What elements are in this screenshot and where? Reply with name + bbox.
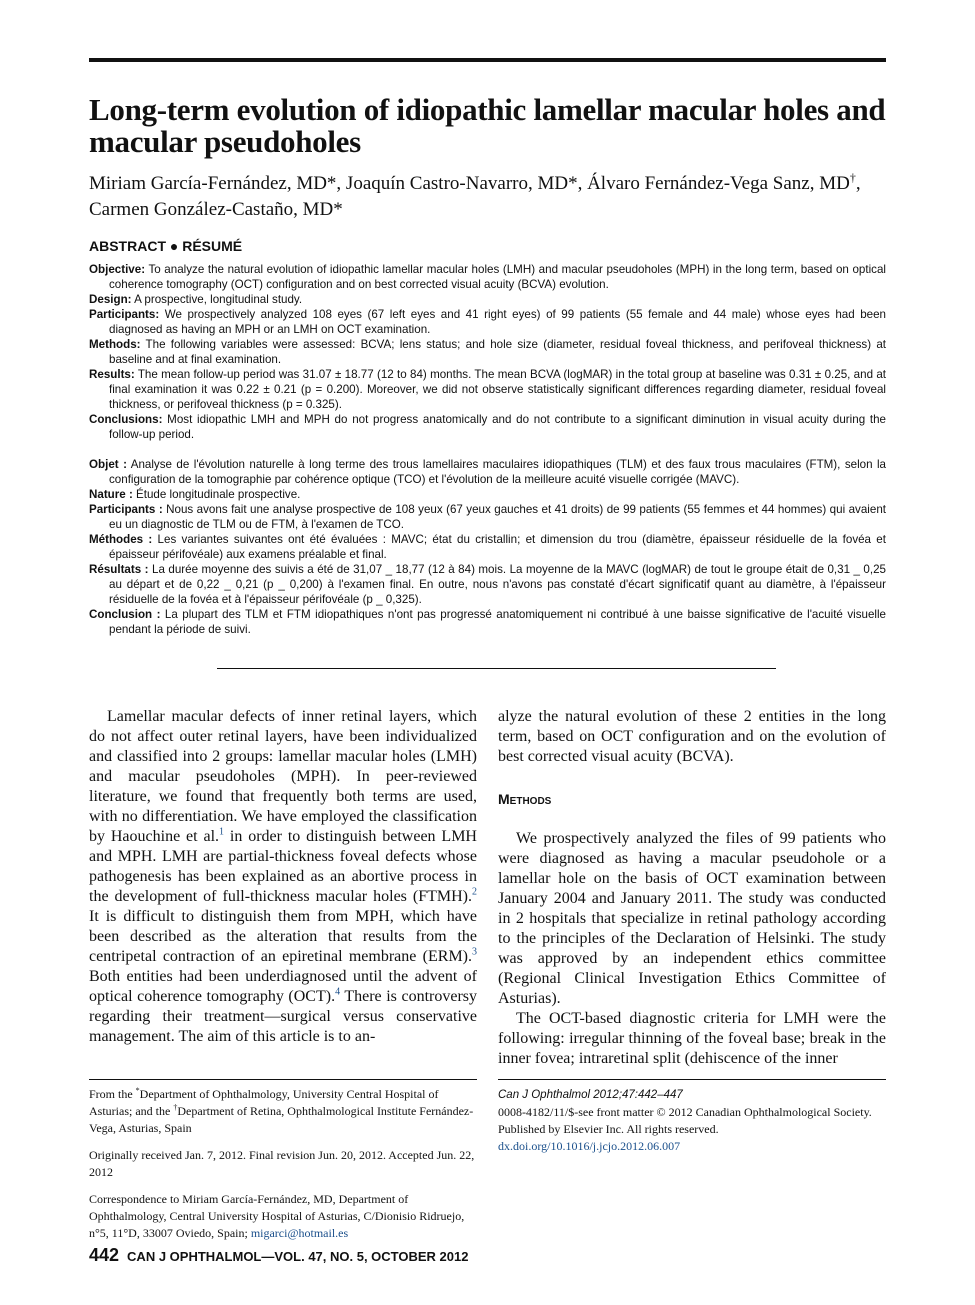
methods-paragraph-2: The OCT-based diagnostic criteria for LMH were the following: irregular thinning of the foveal base; break in the inner fovea; intraretinal split (dehiscence of the inner (498, 1010, 886, 1067)
footnote-rule-left (89, 1079, 477, 1080)
resume-label: Nature : (89, 488, 133, 501)
abstract-text: Most idiopathic LMH and MPH do not progress anatomically and do not contribute to a significant diminution in visual acuity during the follow-up period. (109, 413, 886, 441)
footnote-rule-right (498, 1079, 886, 1080)
resume-participants (89, 502, 886, 532)
resume-nature (89, 487, 886, 502)
article-title: Long-term evolution of idiopathic lamellar macular holes and macular pseudoholes (89, 92, 886, 159)
abstract-label: Methods: (89, 338, 141, 351)
email-link[interactable]: migarci@hotmail.es (250, 1226, 349, 1240)
footnotes-left (89, 1086, 477, 1252)
abstract-heading: ABSTRACT ● RÉSUMÉ (89, 238, 243, 254)
abstract-conclusions (89, 412, 886, 442)
citation-ref[interactable]: 4 (335, 986, 341, 998)
doi-link[interactable]: dx.doi.org/10.1016/j.jcjo.2012.06.007 (498, 1139, 681, 1153)
resume-objet (89, 457, 886, 487)
abstract-label: Conclusions: (89, 413, 163, 426)
resume-label: Résultats : (89, 563, 149, 576)
body-column-left (89, 707, 477, 1047)
citation-ref[interactable]: 3 (472, 946, 477, 958)
correspondence (89, 1191, 477, 1242)
abstract-design (89, 292, 886, 307)
intro-text: There is controversy regarding their treatment—surgical versus conservative management. The aim of this article is to an- (89, 988, 477, 1045)
abstract-label: Objective: (89, 263, 146, 276)
author-list (89, 171, 886, 223)
abstract-text: We prospectively analyzed 108 eyes (67 left eyes and 41 right eyes) of 99 patients (55 female and 44 male) whose eyes had been diagnosed as having an MPH or an LMH on OCT examination. (109, 308, 886, 336)
intro-paragraph (89, 707, 477, 1047)
resume-text: Nous avons fait une analyse prospective de 108 yeux (67 yeux gauches et 41 droits) de 99 patients (55 femmes et 44 hommes) qui avaient eu un diagnostic de TLM ou de FTM, à l'examen de TCO. (109, 503, 886, 531)
resume-label: Participants : (89, 503, 163, 516)
page-number: 442 (89, 1245, 120, 1265)
journal-running-title: CAN J OPHTHALMOL—VOL. 47, NO. 5, OCTOBER 2012 (127, 1249, 469, 1264)
running-footer (89, 1245, 468, 1266)
citation-line (498, 1086, 886, 1104)
affiliation-text: Department of Retina, Ophthalmological Institute Fernández-Vega, Asturias, Spain (89, 1104, 474, 1135)
authors-line-2: Carmen González-Castaño, MD* (89, 199, 343, 220)
abstract-participants (89, 307, 886, 337)
abstract-label: Design: (89, 293, 132, 306)
affiliation-text: From the (89, 1087, 136, 1101)
journal-name: Can J Ophthalmol (498, 1089, 591, 1101)
resume-label: Objet : (89, 458, 127, 471)
methods-paragraph-1: We prospectively analyzed the files of 99 patients who were diagnosed as having a macular pseudohole or a lamellar hole on the basis of OCT examination between January 2004 and January 2011. The study was conducted in 2 hospitals that specialize in retinal pathology according to the principles of the Declaration of Helsinki. The study was approved by an independent ethics committee (Regional Clinical Investigation Ethics Committee of Asturias). (498, 830, 886, 1007)
resume-methodes (89, 532, 886, 562)
methods-heading: Methods (498, 791, 552, 807)
abstract-english (89, 262, 886, 442)
abstract-label: Results: (89, 368, 135, 381)
author-comma: , (855, 173, 861, 194)
intro-text: in order to distinguish between LMH and MPH. LMH are partial-thickness foveal defects whose pathogenesis has been explained as an abortive process in the development of full-thickness macular holes (FTMH). (89, 828, 477, 905)
resume-text: Les variantes suivantes ont été évaluées : MAVC; état du cristallin; et dimension du trou (diamètre, épaisseur résiduelle de la fovéa et épaisseur périfovéale) aux examens préalable et final. (109, 533, 886, 561)
abstract-objective (89, 262, 886, 292)
resume-text: La plupart des TLM et FTM idiopathiques n'ont pas progressé anatomiquement ni contribué à une baisse significative de l'acuité visuelle pendant la période de suivi. (109, 608, 886, 636)
affiliation-text: Department of Ophthalmology, University Central Hospital of Asturias; and the (89, 1087, 439, 1118)
intro-text: Lamellar macular defects of inner retinal layers, which do not affect outer retinal layers, have been individualized and classified into 2 groups: lamellar macular holes (LMH) and macular pseudoholes (MPH). In peer-reviewed literature, we found that frequently both terms are used, with no differentiation. We have employed the classification by Haouchine et al. (89, 708, 477, 845)
star-mark: * (135, 1086, 140, 1095)
copyright-notice: 0008-4182/11/$-see front matter © 2012 Canadian Ophthalmological Society. Published by Elsevier Inc. All rights reserved. (498, 1105, 872, 1136)
received-dates: Originally received Jan. 7, 2012. Final revision Jun. 20, 2012. Accepted Jun. 22, 2012 (89, 1148, 475, 1179)
abstract-text: The following variables were assessed: BCVA; lens status; and hole size (diameter, residual foveal thickness, and perifoveal thickness) at baseline and at final examination. (109, 338, 886, 366)
abstract-text: To analyze the natural evolution of idiopathic lamellar macular holes (LMH) and macular pseudoholes (MPH) in the long term, based on optical coherence tomography (OCT) configuration and on best corrected visual acuity (BCVA) evolution. (109, 263, 886, 291)
dagger-mark: † (173, 1103, 178, 1112)
abstract-french (89, 457, 886, 637)
dagger-mark: † (849, 170, 856, 185)
citation-ref[interactable]: 1 (219, 826, 225, 838)
affiliations (89, 1086, 477, 1137)
top-rule (89, 58, 886, 62)
resume-resultats (89, 562, 886, 607)
intro-text: Both entities had been underdiagnosed until the advent of optical coherence tomography (OCT). (89, 968, 477, 1005)
abstract-methods (89, 337, 886, 367)
correspondence-text: Correspondence to Miriam García-Fernández, MD, Department of Ophthalmology, Central University Hospital of Asturias, C/Dionisio Ridruejo, n°5, 11°D, 33007 Oviedo, Spain; (89, 1192, 465, 1240)
abstract-label: Participants: (89, 308, 160, 321)
section-divider (217, 668, 776, 669)
citation-ref[interactable]: 2 (472, 886, 477, 898)
abstract-text: The mean follow-up period was 31.07 ± 18.77 (12 to 84) months. The mean BCVA (logMAR) in the total group at baseline was 0.31 ± 0.25, and at final examination it was 0.22 ± 0.21 (p = 0.200). Moreover, we did not observe statistically significant differences regarding diameter, residual foveal thickness, or perifoveal thickness (p = 0.325). (109, 368, 886, 411)
abstract-results (89, 367, 886, 412)
resume-label: Méthodes : (89, 533, 153, 546)
abstract-text: A prospective, longitudinal study. (131, 293, 303, 306)
journal-citation: 2012;47:442–447 (590, 1089, 683, 1101)
resume-text: La durée moyenne des suivis a été de 31,07 _ 18,77 (12 à 84) mois. La moyenne de la MAVC (logMAR) de tout le groupe était de 0,31 _ 0,25 au départ et de 0,22 _ 0,21 (p _ 0,200) à l'examen final. En outre, nous n'avons pas constaté d'écart significatif quant au diamètre, à l'épaisseur résiduelle de la fovéa et à l'épaisseur périfovéale (p _ 0,325). (109, 563, 886, 606)
footnotes-right (498, 1086, 886, 1155)
body-column-right (498, 707, 886, 1069)
intro-text: It is difficult to distinguish them from MPH, which have been described as the alteration that results from the centripetal contraction of an epiretinal membrane (ERM). (89, 908, 477, 965)
resume-conclusion (89, 607, 886, 637)
resume-label: Conclusion : (89, 608, 161, 621)
resume-text: Analyse de l'évolution naturelle à long terme des trous lamellaires maculaires idiopathiques (TLM) et des faux trous maculaires (FTM), selon la configuration de la tomographie par cohérence optique (TCO) et l'évolution de la meilleure acuité visuelle corrigée (MAVC). (109, 458, 886, 486)
resume-text: Étude longitudinale prospective. (132, 488, 301, 501)
authors-line-1: Miriam García-Fernández, MD*, Joaquín Castro-Navarro, MD*, Álvaro Fernández-Vega Sanz, MD (89, 173, 850, 194)
intro-continuation: alyze the natural evolution of these 2 entities in the long term, based on OCT configuration and on the evolution of best corrected visual acuity (BCVA). (498, 708, 886, 765)
